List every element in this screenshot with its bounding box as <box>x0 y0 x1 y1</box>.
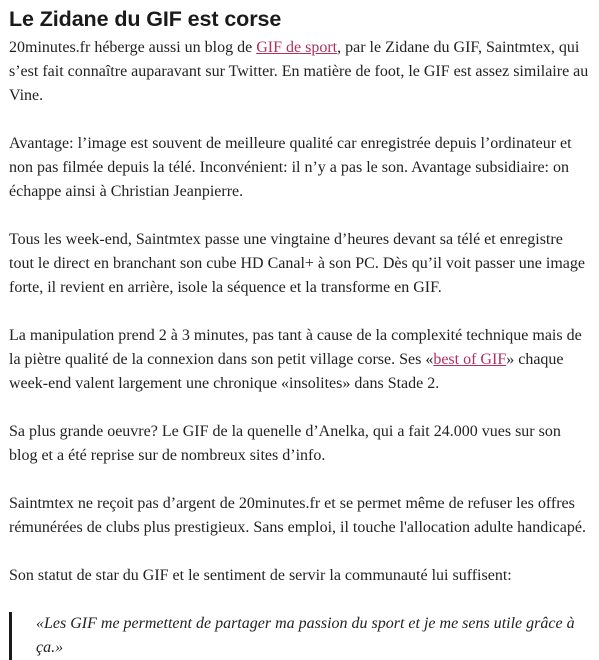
article-headline: Le Zidane du GIF est corse <box>9 7 282 31</box>
paragraph-1-text-after: , par le Zidane du GIF, Saintmtex, qui s’est fait connaître auparavant sur Twitter. En matière de foot, le GIF est assez similaire au Vine. <box>9 39 589 104</box>
gif-de-sport-link[interactable]: GIF de sport <box>256 39 338 56</box>
article <box>9 6 591 660</box>
paragraph-3: Tous les week-end, Saintmtex passe une vingtaine d’heures devant sa télé et enregistre tout le direct en branchant son cube HD Canal+ à son PC. Dès qu’il voit passer une image forte, il revient en arrière, isole la séquence et la transforme en GIF. <box>9 231 585 296</box>
paragraph-2: Avantage: l’image est souvent de meilleure qualité car enregistrée depuis l’ordinateur et non pas filmée depuis la télé. Inconvénient: il n’y a pas le son. Avantage subsidiaire: on échappe ainsi à Christian Jeanpierre. <box>9 135 572 200</box>
paragraph-5: Sa plus grande oeuvre? Le GIF de la quenelle d’Anelka, qui a fait 24.000 vues sur son blog et a été reprise sur de nombreux sites d’info. <box>9 423 561 464</box>
paragraph-1-text-before: 20minutes.fr héberge aussi un blog de <box>9 39 257 56</box>
paragraph-4-text-before: La manipulation prend 2 à 3 minutes, pas tant à cause de la complexité technique mais de la piètre qualité de la connexion dans son petit village corse. Ses « <box>9 327 582 368</box>
paragraph-1 <box>9 36 591 108</box>
paragraph-4 <box>9 324 591 396</box>
best-of-gif-link[interactable]: best of GIF <box>433 351 507 368</box>
paragraph-7: Son statut de star du GIF et le sentiment de servir la communauté lui suffisent: <box>9 567 512 584</box>
paragraph-4-text-after: » chaque week-end valent largement une chronique «insolites» dans Stade 2. <box>9 351 564 392</box>
paragraph-6: Saintmtex ne reçoit pas d’argent de 20minutes.fr et se permet même de refuser les offres rémunérées de clubs plus prestigieux. Sans emploi, il touche l'allocation adulte handicapé. <box>9 495 586 536</box>
blockquote: «Les GIF me permettent de partager ma passion du sport et je me sens utile grâce à ça.» <box>9 612 581 660</box>
